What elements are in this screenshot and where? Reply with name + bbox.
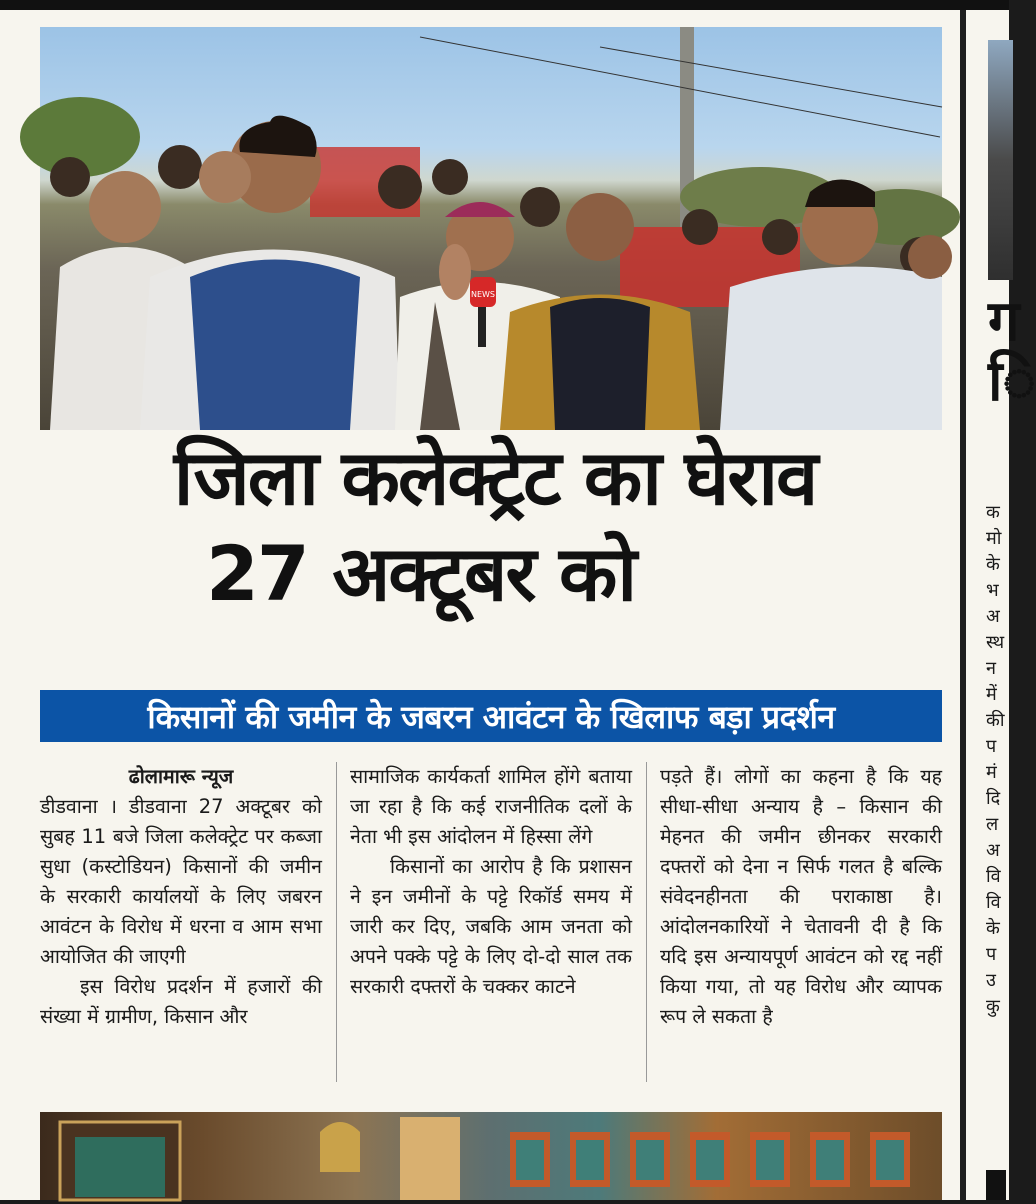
adjacent-text-fragment: अ [986, 606, 1000, 627]
article-column-3 [660, 762, 942, 1032]
adjacent-article-photo [988, 40, 1013, 280]
adjacent-text-fragment: के [986, 554, 1000, 575]
top-border [0, 0, 1009, 10]
adjacent-text-fragment: भ [986, 580, 999, 601]
subheadline-strap [40, 690, 942, 742]
adjacent-headline-char: ि [988, 349, 1036, 414]
adjacent-text-fragment: मो [986, 528, 1002, 549]
column-divider [646, 762, 647, 1082]
headline-line-1: जिला कलेक्ट्रेट का घेराव [173, 433, 817, 522]
adjacent-text-fragment: के [986, 918, 1000, 939]
article-paragraph: सामाजिक कार्यकर्ता शामिल होंगे बताया जा रहा है कि कई राजनीतिक दलों के नेता भी इस आंदोलन में हिस्सा लेंगे [350, 765, 632, 848]
adjacent-footer-block [986, 1170, 1006, 1200]
temple-photo-illustration [40, 1112, 942, 1200]
adjacent-text-fragment: मं [986, 762, 997, 783]
protest-photo [40, 27, 942, 430]
adjacent-text-fragment: वि [986, 866, 1001, 887]
temple-photo [40, 1112, 942, 1200]
adjacent-text-fragment: प [986, 736, 997, 757]
mic-label: NEWS [470, 290, 496, 299]
article-paragraph: किसानों का आरोप है कि प्रशासन ने इन जमीनों के पट्टे रिकॉर्ड समय में जारी कर दिए, जबकि आम जनता को अपने पक्के पट्टे के लिए दो-दो साल तक सरकारी दफ्तरों के चक्कर काटने [350, 855, 632, 998]
adjacent-text-fragment: अ [986, 840, 1000, 861]
byline: ढोलामारू न्यूज [128, 765, 234, 788]
article-paragraph: इस विरोध प्रदर्शन में हजारों की संख्या में ग्रामीण, किसान और [40, 975, 322, 1028]
adjacent-text-fragment: ल [986, 814, 999, 835]
adjacent-text-fragment: प [986, 944, 997, 965]
headline [30, 433, 960, 632]
adjacent-text-fragment: न [986, 658, 996, 679]
article-column-2 [350, 762, 632, 1002]
column-divider [336, 762, 337, 1082]
adjacent-text-fragment: स्थ [986, 632, 1005, 653]
adjacent-text-fragment: में [986, 684, 997, 705]
adjacent-text-fragment: उ [986, 970, 996, 991]
subheadline-text: किसानों की जमीन के जबरन आवंटन के खिलाफ बड़ा प्रदर्शन [147, 697, 835, 736]
article-column-1 [40, 762, 322, 1032]
adjacent-article [966, 10, 1036, 1200]
article-paragraph: पड़ते हैं। लोगों का कहना है कि यह सीधा-सीधा अन्याय है – किसान की मेहनत की जमीन छीनकर सरकारी दफ्तरों को देना न सिर्फ गलत है बल्कि संवेदनहीनता की पराकाष्ठा है। आंदोलनकारियों ने चेतावनी दी है कि यदि इस अन्यायपूर्ण आवंटन को रद्द नहीं किया गया, तो यह विरोध और व्यापक रूप ले सकता है [660, 765, 942, 1028]
adjacent-text-fragment: कु [986, 996, 1000, 1017]
adjacent-text-fragment: क [986, 502, 1000, 523]
adjacent-headline-fragment [988, 289, 1036, 414]
protest-photo-illustration [40, 27, 942, 430]
adjacent-text-fragment: की [986, 710, 1005, 731]
article-body [40, 762, 942, 1092]
adjacent-text-fragment: दि [986, 788, 1001, 809]
adjacent-text-fragment: वि [986, 892, 1001, 913]
headline-line-2: 27 अक्टूबर को [206, 529, 635, 618]
article-paragraph: डीडवाना । डीडवाना 27 अक्टूबर को सुबह 11 बजे जिला कलेक्ट्रेट पर कब्जा सुधा (कस्टोडियन) किसानों की जमीन के सरकारी कार्यालयों के लिए जबरन आवंटन के विरोध में धरना व आम सभा आयोजित की जाएगी [40, 795, 322, 968]
adjacent-headline-char: ग [988, 289, 1020, 354]
